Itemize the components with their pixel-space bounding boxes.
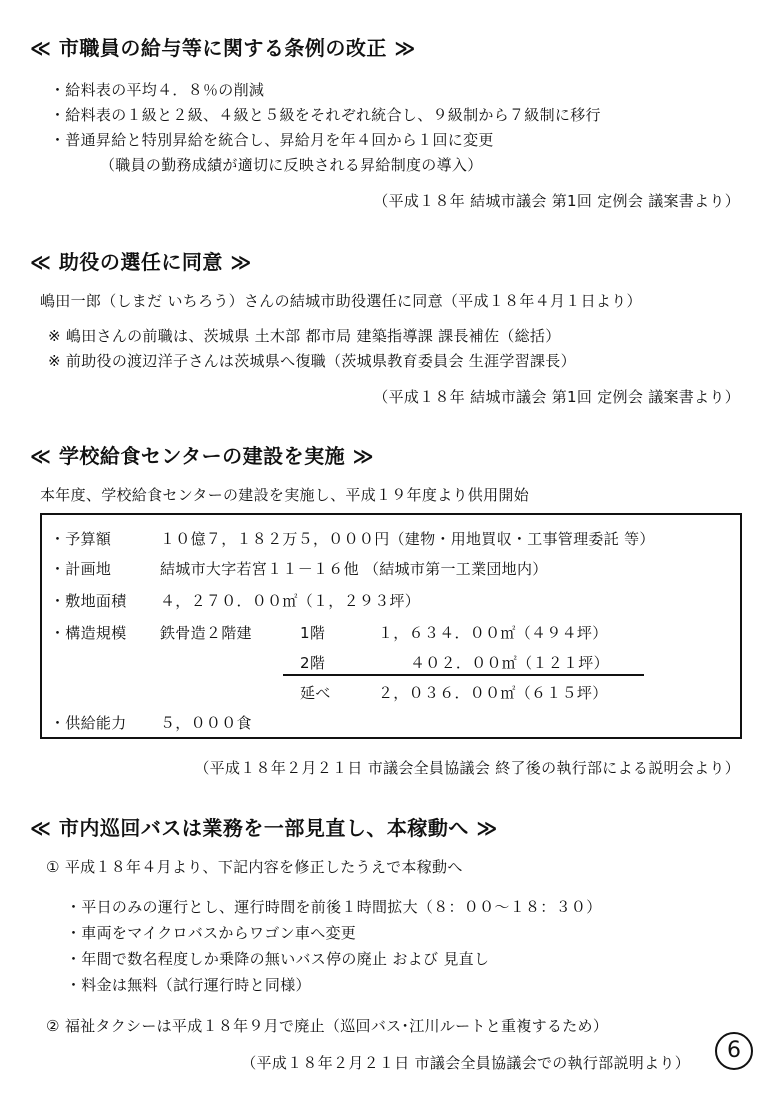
section1-source: （平成１８年 結城市議会 第1回 定例会 議案書より） [373, 192, 740, 210]
structure-label: ・構造規模 [50, 624, 127, 642]
section3-title: ≪ 学校給食センターの建設を実施 ≫ [30, 444, 375, 468]
budget-value: １０億７，１８２万５，０００円（建物・用地買収・工事管理委託 等） [160, 530, 655, 548]
section2-text: 嶋田一郎（しまだ いちろう）さんの結城市助役選任に同意（平成１８年４月１日より） [40, 292, 642, 310]
floor-1-label: 1階 [300, 624, 326, 642]
total-label: 延べ [300, 684, 331, 702]
section4-bullet-2: ・車両をマイクロバスからワゴン車へ変更 [66, 924, 357, 942]
section4-bullet-1: ・平日のみの運行とし、運行時間を前後１時間拡大（８：００～１８：３０） [66, 898, 602, 916]
section1-bullet-3: ・普通昇給と特別昇給を統合し、昇給月を年４回から１回に変更 [50, 131, 494, 149]
site-label: ・計画地 [50, 560, 112, 578]
area-value: ４，２７０．００㎡（１，２９３坪） [160, 592, 421, 610]
capacity-label: ・供給能力 [50, 714, 127, 732]
site-value: 結城市大字若宮１１－１６他 （結城市第一工業団地内） [160, 560, 548, 578]
section4-item-2: ② 福祉タクシーは平成１８年９月で廃止（巡回バス･江川ルートと重複するため） [46, 1017, 609, 1035]
section4-bullet-4: ・料金は無料（試行運行時と同様） [66, 976, 311, 994]
floor-2-label: 2階 [300, 654, 326, 672]
section1-bullet-1: ・給料表の平均４．８％の削減 [50, 81, 265, 99]
floor-1-value: １，６３４．００㎡（４９４坪） [378, 624, 608, 642]
section4-bullet-3: ・年間で数名程度しか乗降の無いバス停の廃止 および 見直し [66, 950, 490, 968]
section2-source: （平成１８年 結城市議会 第1回 定例会 議案書より） [373, 388, 740, 406]
floor-2-value: ４０２．００㎡（１２１坪） [410, 654, 609, 672]
section1-note: （職員の勤務成績が適切に反映される昇給制度の導入） [100, 156, 483, 174]
section2-title: ≪ 助役の選任に同意 ≫ [30, 250, 252, 274]
structure-type: 鉄骨造２階建 [160, 624, 252, 642]
section2-note-2: ※ 前助役の渡辺洋子さんは茨城県へ復職（茨城県教育委員会 生涯学習課長） [48, 352, 576, 370]
budget-label: ・予算額 [50, 530, 112, 548]
section3-source: （平成１８年２月２１日 市議会全員協議会 終了後の執行部による説明会より） [194, 759, 740, 777]
section2-note-1: ※ 嶋田さんの前職は、茨城県 土木部 都市局 建築指導課 課長補佐（総括） [48, 327, 561, 345]
capacity-value: ５，０００食 [160, 714, 252, 732]
page-number: 6 [715, 1032, 753, 1070]
section3-intro: 本年度、学校給食センターの建設を実施し、平成１９年度より供用開始 [40, 486, 530, 504]
total-divider [283, 674, 644, 676]
section4-item-1: ① 平成１８年４月より、下記内容を修正したうえで本稼動へ [46, 858, 463, 876]
section4-title: ≪ 市内巡回バスは業務を一部見直し、本稼動へ ≫ [30, 816, 498, 840]
section4-source: （平成１８年２月２１日 市議会全員協議会での執行部説明より） [241, 1054, 690, 1072]
area-label: ・敷地面積 [50, 592, 127, 610]
section1-title: ≪ 市職員の給与等に関する条例の改正 ≫ [30, 36, 416, 60]
section1-bullet-2: ・給料表の１級と２級、４級と５級をそれぞれ統合し、９級制から７級制に移行 [50, 106, 601, 124]
total-value: ２，０３６．００㎡（６１５坪） [378, 684, 608, 702]
